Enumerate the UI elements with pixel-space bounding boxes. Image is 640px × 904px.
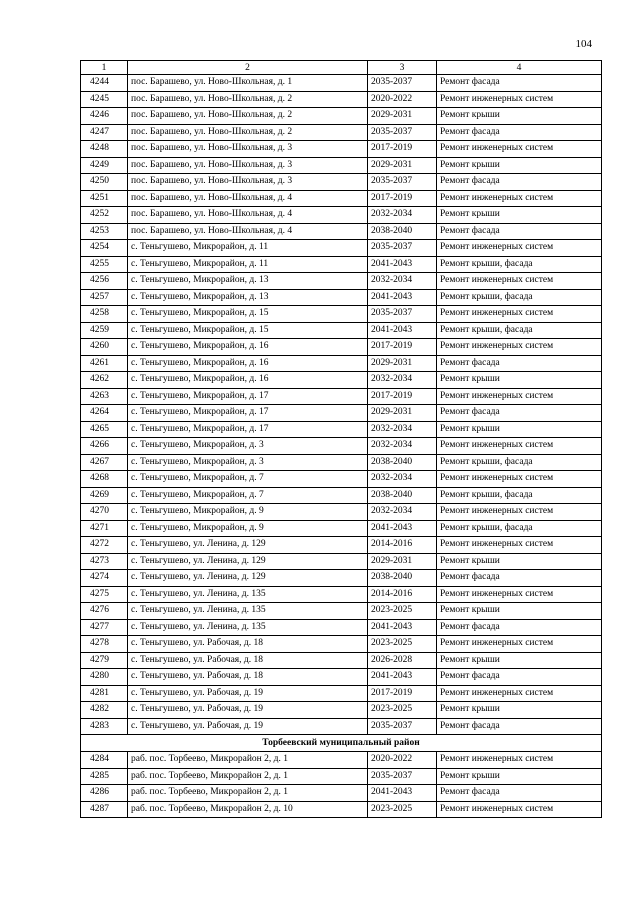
row-number-cell: 4264 (81, 405, 128, 422)
address-cell: с. Теньгушево, Микрорайон, д. 9 (128, 504, 368, 521)
work-type-cell: Ремонт фасада (437, 619, 602, 636)
work-type-cell: Ремонт крыши (437, 157, 602, 174)
period-cell: 2038-2040 (368, 487, 437, 504)
period-cell: 2017-2019 (368, 190, 437, 207)
row-number-cell: 4273 (81, 553, 128, 570)
row-number-cell: 4255 (81, 256, 128, 273)
work-type-cell: Ремонт крыши, фасада (437, 520, 602, 537)
row-number-cell: 4277 (81, 619, 128, 636)
table-row (81, 256, 602, 273)
address-cell: с. Теньгушево, Микрорайон, д. 16 (128, 339, 368, 356)
work-type-cell: Ремонт фасада (437, 355, 602, 372)
work-type-cell: Ремонт инженерных систем (437, 240, 602, 257)
row-number-cell: 4282 (81, 702, 128, 719)
table-row (81, 75, 602, 92)
table-row (81, 322, 602, 339)
address-cell: с. Теньгушево, ул. Ленина, д. 129 (128, 537, 368, 554)
table-row (81, 471, 602, 488)
address-cell: с. Теньгушево, ул. Ленина, д. 135 (128, 586, 368, 603)
row-number-cell: 4272 (81, 537, 128, 554)
address-cell: пос. Барашево, ул. Ново-Школьная, д. 2 (128, 108, 368, 125)
work-type-cell: Ремонт крыши (437, 553, 602, 570)
table-row (81, 801, 602, 818)
period-cell: 2035-2037 (368, 75, 437, 92)
table-row (81, 702, 602, 719)
work-type-cell: Ремонт крыши, фасада (437, 322, 602, 339)
row-number-cell: 4270 (81, 504, 128, 521)
address-cell: с. Теньгушево, Микрорайон, д. 15 (128, 322, 368, 339)
work-type-cell: Ремонт крыши (437, 207, 602, 224)
address-cell: с. Теньгушево, Микрорайон, д. 15 (128, 306, 368, 323)
table-row (81, 289, 602, 306)
period-cell: 2029-2031 (368, 405, 437, 422)
work-type-cell: Ремонт крыши, фасада (437, 289, 602, 306)
address-cell: с. Теньгушево, ул. Рабочая, д. 18 (128, 669, 368, 686)
work-type-cell: Ремонт фасада (437, 669, 602, 686)
work-type-cell: Ремонт фасада (437, 405, 602, 422)
period-cell: 2035-2037 (368, 718, 437, 735)
period-cell: 2038-2040 (368, 570, 437, 587)
period-cell: 2035-2037 (368, 240, 437, 257)
table-row (81, 685, 602, 702)
work-type-cell: Ремонт инженерных систем (437, 636, 602, 653)
work-type-cell: Ремонт инженерных систем (437, 438, 602, 455)
table-row (81, 570, 602, 587)
table-row (81, 586, 602, 603)
row-number-cell: 4285 (81, 768, 128, 785)
row-number-cell: 4287 (81, 801, 128, 818)
period-cell: 2017-2019 (368, 685, 437, 702)
row-number-cell: 4283 (81, 718, 128, 735)
period-cell: 2020-2022 (368, 91, 437, 108)
table-row (81, 636, 602, 653)
table-row (81, 504, 602, 521)
work-type-cell: Ремонт фасада (437, 785, 602, 802)
table-body (81, 61, 602, 818)
address-cell: раб. пос. Торбеево, Микрорайон 2, д. 1 (128, 785, 368, 802)
column-header: 4 (437, 61, 602, 75)
table-row (81, 603, 602, 620)
row-number-cell: 4274 (81, 570, 128, 587)
work-type-cell: Ремонт инженерных систем (437, 537, 602, 554)
table-row (81, 240, 602, 257)
row-number-cell: 4267 (81, 454, 128, 471)
work-type-cell: Ремонт крыши, фасада (437, 256, 602, 273)
row-number-cell: 4244 (81, 75, 128, 92)
row-number-cell: 4249 (81, 157, 128, 174)
period-cell: 2032-2034 (368, 504, 437, 521)
work-type-cell: Ремонт инженерных систем (437, 586, 602, 603)
column-header: 2 (128, 61, 368, 75)
period-cell: 2029-2031 (368, 157, 437, 174)
table-row (81, 355, 602, 372)
row-number-cell: 4265 (81, 421, 128, 438)
address-cell: с. Теньгушево, ул. Ленина, д. 129 (128, 553, 368, 570)
period-cell: 2041-2043 (368, 669, 437, 686)
row-number-cell: 4281 (81, 685, 128, 702)
address-cell: раб. пос. Торбеево, Микрорайон 2, д. 10 (128, 801, 368, 818)
address-cell: пос. Барашево, ул. Ново-Школьная, д. 4 (128, 207, 368, 224)
period-cell: 2032-2034 (368, 471, 437, 488)
row-number-cell: 4280 (81, 669, 128, 686)
address-cell: с. Теньгушево, ул. Рабочая, д. 18 (128, 636, 368, 653)
table-row (81, 487, 602, 504)
table-row (81, 388, 602, 405)
row-number-cell: 4286 (81, 785, 128, 802)
table-row (81, 768, 602, 785)
work-type-cell: Ремонт инженерных систем (437, 306, 602, 323)
row-number-cell: 4266 (81, 438, 128, 455)
address-cell: с. Теньгушево, Микрорайон, д. 9 (128, 520, 368, 537)
table-row (81, 157, 602, 174)
row-number-cell: 4284 (81, 752, 128, 769)
address-cell: с. Теньгушево, Микрорайон, д. 16 (128, 372, 368, 389)
address-cell: раб. пос. Торбеево, Микрорайон 2, д. 1 (128, 752, 368, 769)
address-cell: с. Теньгушево, Микрорайон, д. 11 (128, 256, 368, 273)
table-row (81, 339, 602, 356)
row-number-cell: 4251 (81, 190, 128, 207)
period-cell: 2023-2025 (368, 636, 437, 653)
table-row (81, 273, 602, 290)
work-type-cell: Ремонт инженерных систем (437, 388, 602, 405)
row-number-cell: 4278 (81, 636, 128, 653)
period-cell: 2023-2025 (368, 603, 437, 620)
table-row (81, 372, 602, 389)
period-cell: 2017-2019 (368, 388, 437, 405)
row-number-cell: 4271 (81, 520, 128, 537)
row-number-cell: 4276 (81, 603, 128, 620)
table-row (81, 454, 602, 471)
work-type-cell: Ремонт крыши (437, 652, 602, 669)
period-cell: 2029-2031 (368, 108, 437, 125)
period-cell: 2035-2037 (368, 306, 437, 323)
period-cell: 2041-2043 (368, 619, 437, 636)
table-row (81, 306, 602, 323)
work-type-cell: Ремонт инженерных систем (437, 752, 602, 769)
address-cell: с. Теньгушево, ул. Ленина, д. 135 (128, 619, 368, 636)
row-number-cell: 4247 (81, 124, 128, 141)
address-cell: с. Теньгушево, Микрорайон, д. 3 (128, 438, 368, 455)
row-number-cell: 4256 (81, 273, 128, 290)
work-type-cell: Ремонт фасада (437, 124, 602, 141)
table-row (81, 669, 602, 686)
table-header-row (81, 61, 602, 75)
period-cell: 2029-2031 (368, 355, 437, 372)
work-type-cell: Ремонт инженерных систем (437, 685, 602, 702)
address-cell: пос. Барашево, ул. Ново-Школьная, д. 3 (128, 141, 368, 158)
period-cell: 2032-2034 (368, 421, 437, 438)
table-row (81, 207, 602, 224)
address-cell: с. Теньгушево, ул. Рабочая, д. 18 (128, 652, 368, 669)
work-type-cell: Ремонт крыши (437, 603, 602, 620)
row-number-cell: 4262 (81, 372, 128, 389)
work-type-cell: Ремонт инженерных систем (437, 141, 602, 158)
address-cell: с. Теньгушево, Микрорайон, д. 16 (128, 355, 368, 372)
table-row (81, 124, 602, 141)
work-type-cell: Ремонт инженерных систем (437, 273, 602, 290)
address-cell: с. Теньгушево, ул. Ленина, д. 135 (128, 603, 368, 620)
period-cell: 2038-2040 (368, 223, 437, 240)
table-row (81, 619, 602, 636)
address-cell: с. Теньгушево, Микрорайон, д. 11 (128, 240, 368, 257)
row-number-cell: 4275 (81, 586, 128, 603)
address-cell: с. Теньгушево, ул. Рабочая, д. 19 (128, 718, 368, 735)
row-number-cell: 4260 (81, 339, 128, 356)
column-header: 3 (368, 61, 437, 75)
work-type-cell: Ремонт инженерных систем (437, 504, 602, 521)
address-cell: пос. Барашево, ул. Ново-Школьная, д. 2 (128, 91, 368, 108)
period-cell: 2017-2019 (368, 339, 437, 356)
row-number-cell: 4245 (81, 91, 128, 108)
work-type-cell: Ремонт инженерных систем (437, 91, 602, 108)
row-number-cell: 4269 (81, 487, 128, 504)
period-cell: 2038-2040 (368, 454, 437, 471)
period-cell: 2041-2043 (368, 256, 437, 273)
work-type-cell: Ремонт инженерных систем (437, 190, 602, 207)
row-number-cell: 4259 (81, 322, 128, 339)
table-row (81, 652, 602, 669)
period-cell: 2020-2022 (368, 752, 437, 769)
work-type-cell: Ремонт инженерных систем (437, 471, 602, 488)
address-cell: раб. пос. Торбеево, Микрорайон 2, д. 1 (128, 768, 368, 785)
work-type-cell: Ремонт фасада (437, 174, 602, 191)
address-cell: пос. Барашево, ул. Ново-Школьная, д. 3 (128, 174, 368, 191)
period-cell: 2014-2016 (368, 537, 437, 554)
work-type-cell: Ремонт крыши (437, 702, 602, 719)
section-title: Торбеевский муниципальный район (81, 735, 602, 752)
period-cell: 2035-2037 (368, 768, 437, 785)
work-type-cell: Ремонт инженерных систем (437, 801, 602, 818)
period-cell: 2041-2043 (368, 289, 437, 306)
period-cell: 2029-2031 (368, 553, 437, 570)
table-row (81, 553, 602, 570)
table-row (81, 752, 602, 769)
address-cell: с. Теньгушево, ул. Ленина, д. 129 (128, 570, 368, 587)
work-type-cell: Ремонт крыши, фасада (437, 487, 602, 504)
work-type-cell: Ремонт фасада (437, 75, 602, 92)
row-number-cell: 4252 (81, 207, 128, 224)
period-cell: 2026-2028 (368, 652, 437, 669)
address-cell: с. Теньгушево, Микрорайон, д. 17 (128, 405, 368, 422)
address-cell: пос. Барашево, ул. Ново-Школьная, д. 4 (128, 190, 368, 207)
work-type-cell: Ремонт крыши (437, 768, 602, 785)
table-row (81, 174, 602, 191)
table-row (81, 91, 602, 108)
table-row (81, 421, 602, 438)
row-number-cell: 4279 (81, 652, 128, 669)
table-row (81, 718, 602, 735)
row-number-cell: 4250 (81, 174, 128, 191)
period-cell: 2017-2019 (368, 141, 437, 158)
repair-schedule-table (80, 60, 602, 818)
period-cell: 2023-2025 (368, 801, 437, 818)
work-type-cell: Ремонт фасада (437, 718, 602, 735)
period-cell: 2014-2016 (368, 586, 437, 603)
work-type-cell: Ремонт крыши (437, 421, 602, 438)
work-type-cell: Ремонт крыши (437, 108, 602, 125)
row-number-cell: 4261 (81, 355, 128, 372)
address-cell: с. Теньгушево, Микрорайон, д. 7 (128, 487, 368, 504)
address-cell: с. Теньгушево, Микрорайон, д. 17 (128, 421, 368, 438)
address-cell: с. Теньгушево, Микрорайон, д. 13 (128, 273, 368, 290)
period-cell: 2035-2037 (368, 124, 437, 141)
period-cell: 2032-2034 (368, 207, 437, 224)
period-cell: 2023-2025 (368, 702, 437, 719)
address-cell: с. Теньгушево, ул. Рабочая, д. 19 (128, 685, 368, 702)
work-type-cell: Ремонт фасада (437, 223, 602, 240)
column-header: 1 (81, 61, 128, 75)
table-row (81, 108, 602, 125)
period-cell: 2032-2034 (368, 372, 437, 389)
address-cell: с. Теньгушево, Микрорайон, д. 7 (128, 471, 368, 488)
period-cell: 2041-2043 (368, 785, 437, 802)
address-cell: пос. Барашево, ул. Ново-Школьная, д. 4 (128, 223, 368, 240)
row-number-cell: 4253 (81, 223, 128, 240)
row-number-cell: 4258 (81, 306, 128, 323)
work-type-cell: Ремонт крыши, фасада (437, 454, 602, 471)
row-number-cell: 4254 (81, 240, 128, 257)
address-cell: с. Теньгушево, ул. Рабочая, д. 19 (128, 702, 368, 719)
row-number-cell: 4248 (81, 141, 128, 158)
table-row (81, 785, 602, 802)
table-row (81, 141, 602, 158)
row-number-cell: 4268 (81, 471, 128, 488)
address-cell: пос. Барашево, ул. Ново-Школьная, д. 1 (128, 75, 368, 92)
work-type-cell: Ремонт фасада (437, 570, 602, 587)
row-number-cell: 4246 (81, 108, 128, 125)
address-cell: с. Теньгушево, Микрорайон, д. 13 (128, 289, 368, 306)
section-row (81, 735, 602, 752)
address-cell: с. Теньгушево, Микрорайон, д. 3 (128, 454, 368, 471)
period-cell: 2032-2034 (368, 273, 437, 290)
period-cell: 2041-2043 (368, 520, 437, 537)
table-row (81, 537, 602, 554)
period-cell: 2041-2043 (368, 322, 437, 339)
work-type-cell: Ремонт крыши (437, 372, 602, 389)
period-cell: 2032-2034 (368, 438, 437, 455)
table-row (81, 520, 602, 537)
page-number: 104 (575, 38, 592, 50)
row-number-cell: 4257 (81, 289, 128, 306)
row-number-cell: 4263 (81, 388, 128, 405)
table-row (81, 438, 602, 455)
address-cell: с. Теньгушево, Микрорайон, д. 17 (128, 388, 368, 405)
period-cell: 2035-2037 (368, 174, 437, 191)
address-cell: пос. Барашево, ул. Ново-Школьная, д. 3 (128, 157, 368, 174)
table-row (81, 190, 602, 207)
work-type-cell: Ремонт инженерных систем (437, 339, 602, 356)
table-row (81, 405, 602, 422)
table-row (81, 223, 602, 240)
address-cell: пос. Барашево, ул. Ново-Школьная, д. 2 (128, 124, 368, 141)
